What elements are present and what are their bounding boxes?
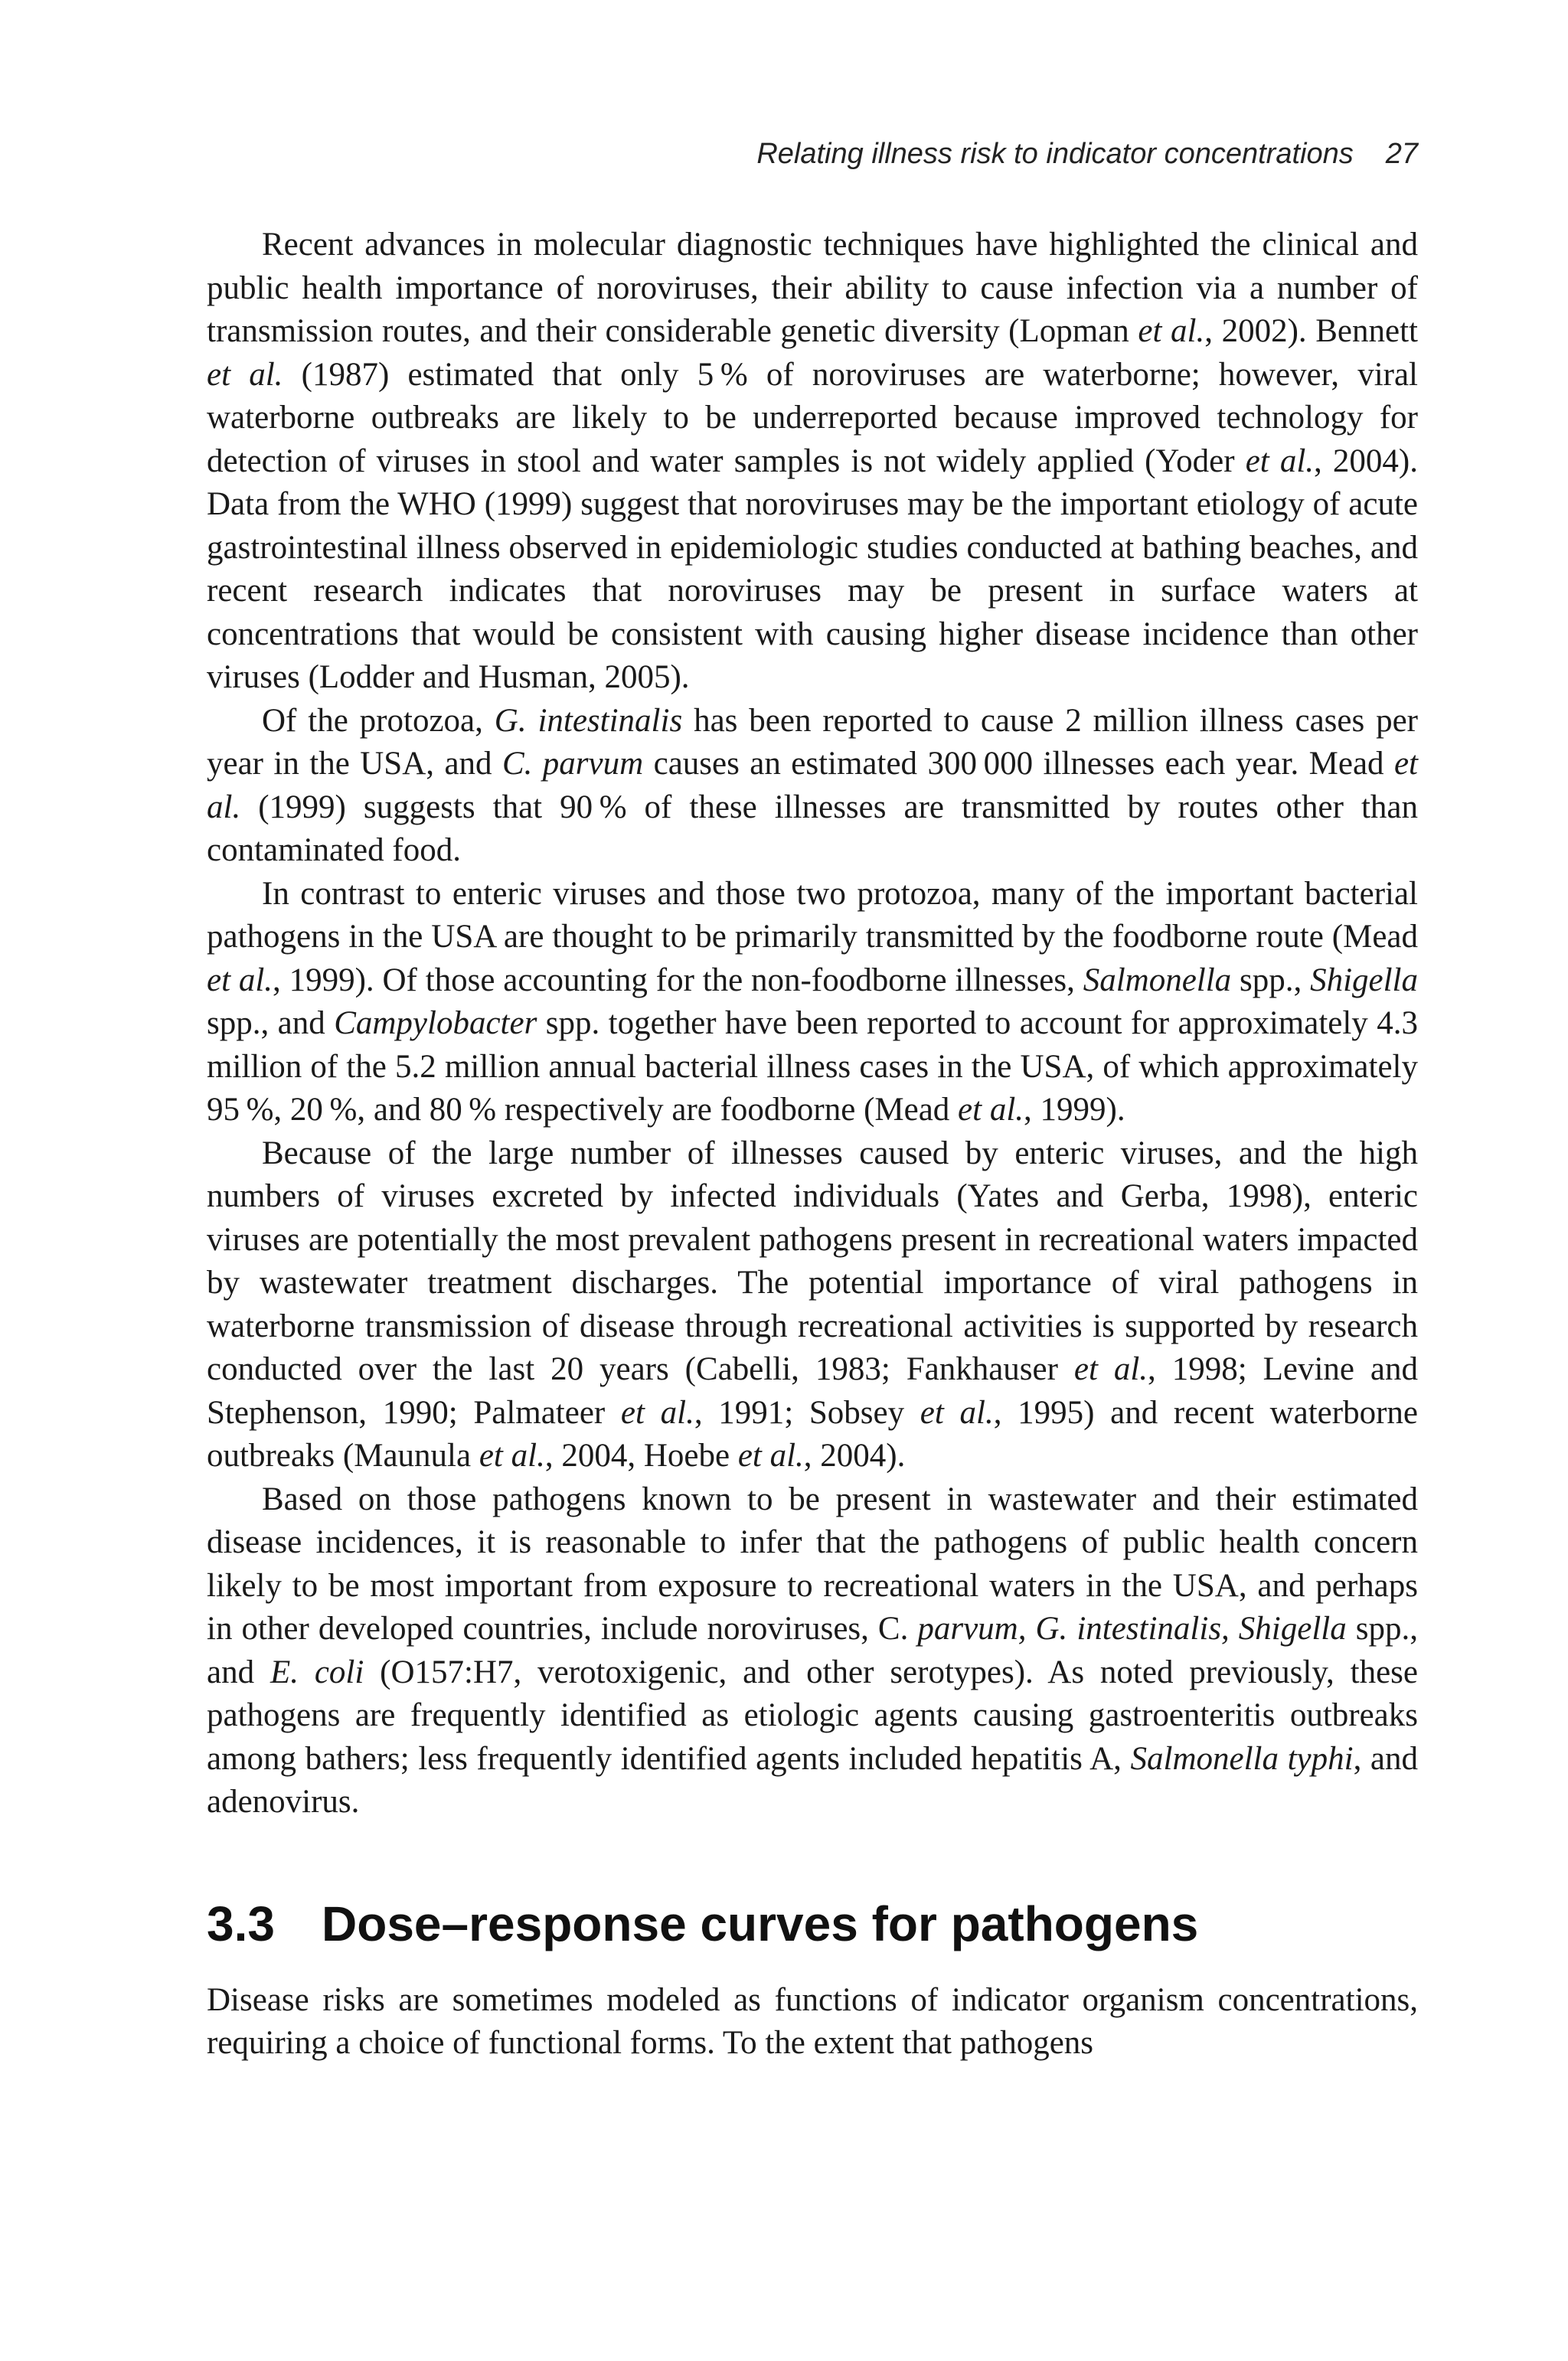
italic-text: Campylobacter — [334, 1005, 537, 1041]
italic-text: et al. — [207, 356, 283, 393]
italic-text: Salmonella — [1083, 962, 1232, 998]
italic-text: et al. — [1073, 1351, 1148, 1387]
italic-text: Shigella — [1310, 962, 1418, 998]
paragraph: Disease risks are sometimes modeled as functions of indicator organism concentrations, requiring a choice of functional forms. To the extent that pathogens — [207, 1981, 1418, 2061]
italic-text: et al. — [620, 1394, 694, 1431]
running-head — [0, 138, 1418, 171]
italic-text: et al. — [958, 1092, 1024, 1128]
italic-text: Salmonella typhi — [1130, 1740, 1354, 1777]
italic-text: G. intestinalis — [494, 702, 683, 739]
italic-text: et al. — [207, 746, 1418, 825]
paragraph: Recent advances in molecular diagnostic techniques have highlighted the clinical and public health importance of noroviruses, their ability to cause infection via a number of transmission routes, and their considerable genetic diversity (Lopman et al., 2002). Bennett et al. (1987) estimated that only 5 % of noroviruses are waterborne; however, viral waterborne outbreaks are likely to be underreported because improved technology for detection of viruses in stool and water samples is not widely applied (Yoder et al., 2004). Data from the WHO (1999) suggest that noroviruses may be the important etiology of acute gastrointestinal illness observed in epidemiologic studies conducted at bathing beaches, and recent research indicates that noroviruses may be present in surface waters at concentrations that would be consistent with causing higher disease incidence than other viruses (Lodder and Husman, 2005). — [207, 227, 1419, 695]
body-text — [207, 224, 1418, 2065]
page-number: 27 — [1385, 138, 1418, 170]
paragraph: Of the protozoa, G. intestinalis has been reported to cause 2 million illness cases per year in the USA, and C. parvum causes an estimated 300 000 illnesses each year. Mead et al. (1999) suggests that 90 % of these illnesses are transmitted by routes other than contaminated food. — [207, 702, 1419, 868]
section-heading — [207, 1895, 1418, 1953]
italic-text: et al. — [1245, 442, 1315, 479]
italic-text: et al. — [479, 1438, 545, 1474]
paragraph: Because of the large number of illnesses caused by enteric viruses, and the high numbers of viruses excreted by infected individuals (Yates and Gerba, 1998), enteric viruses are potentially the most prevalent pathogens present in recreational waters impacted by wastewater treatment discharges. The potential importance of viral pathogens in waterborne transmission of disease through recreational activities is supported by research conducted over the last 20 years (Cabelli, 1983; Fankhauser et al., 1998; Levine and Stephenson, 1990; Palmateer et al., 1991; Sobsey et al., 1995) and recent waterborne outbreaks (Maunula et al., 2004, Hoebe et al., 2004). — [207, 1135, 1419, 1474]
italic-text: parvum, G. intestinalis, Shigella — [917, 1611, 1347, 1647]
italic-text: et al. — [920, 1394, 994, 1431]
italic-text: et al. — [737, 1438, 804, 1474]
italic-text: et al. — [207, 962, 273, 998]
italic-text: C. parvum — [501, 746, 644, 782]
running-head-title: Relating illness risk to indicator concentrations — [756, 138, 1354, 170]
section-title: Dose–response curves for pathogens — [322, 1896, 1199, 1951]
italic-text: et al. — [1138, 313, 1205, 349]
section-number: 3.3 — [207, 1896, 275, 1951]
paragraph: In contrast to enteric viruses and those two protozoa, many of the important bacterial pathogens in the USA are thought to be primarily transmitted by the foodborne route (Mead et al., 1999). Of those accounting for the non-foodborne illnesses, Salmonella spp., Shigella spp., and Campylobacter spp. together have been reported to account for approximately 4.3 million of the 5.2 million annual bacterial illness cases in the USA, of which approximately 95 %, 20 %, and 80 % respectively are foodborne (Mead et al., 1999). — [207, 875, 1418, 1128]
italic-text: E. coli — [270, 1654, 364, 1690]
paragraph: Based on those pathogens known to be present in wastewater and their estimated disease incidences, it is reasonable to infer that the pathogens of public health concern likely to be most important from exposure to recreational waters in the USA, and perhaps in other developed countries, include noroviruses, C. parvum, G. intestinalis, Shigella spp., and E. coli (O157:H7, verotoxigenic, and other serotypes). As noted previously, these pathogens are frequently identified as etiologic agents causing gastroenteritis outbreaks among bathers; less frequently identified agents included hepatitis A, Salmonella typhi, and adenovirus. — [207, 1481, 1418, 1820]
